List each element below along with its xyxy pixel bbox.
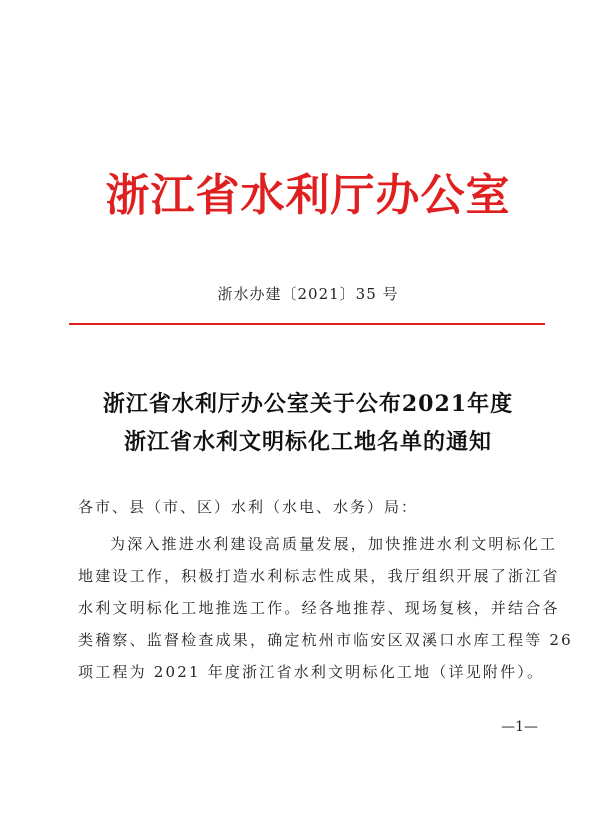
document-number: 浙水办建〔2021〕35 号 (217, 285, 399, 303)
paragraph-line: 项工程为 2021 年度浙江省水利文明标化工地（详见附件）。 (78, 663, 545, 681)
page-number: —1— (501, 719, 538, 735)
paragraph-line: 类稽察、监督检查成果，确定杭州市临安区双溪口水库工程等 26 (78, 631, 573, 649)
red-divider (69, 323, 545, 325)
issuer-header: 浙江省水利厅办公室 (105, 170, 511, 221)
salutation: 各市、县（市、区）水利（水电、水务）局： (78, 498, 419, 516)
paragraph-line: 水利文明标化工地推选工作。经各地推荐、现场复核，并结合各 (78, 599, 560, 617)
title-line-1: 浙江省水利厅办公室关于公布2021年度 (102, 391, 514, 417)
title-line-2: 浙江省水利文明标化工地名单的通知 (123, 429, 492, 455)
paragraph-line: 地建设工作，积极打造水利标志性成果，我厅组织开展了浙江省 (78, 567, 560, 585)
paragraph-line: 为深入推进水利建设高质量发展，加快推进水利文明标化工 (110, 535, 558, 553)
